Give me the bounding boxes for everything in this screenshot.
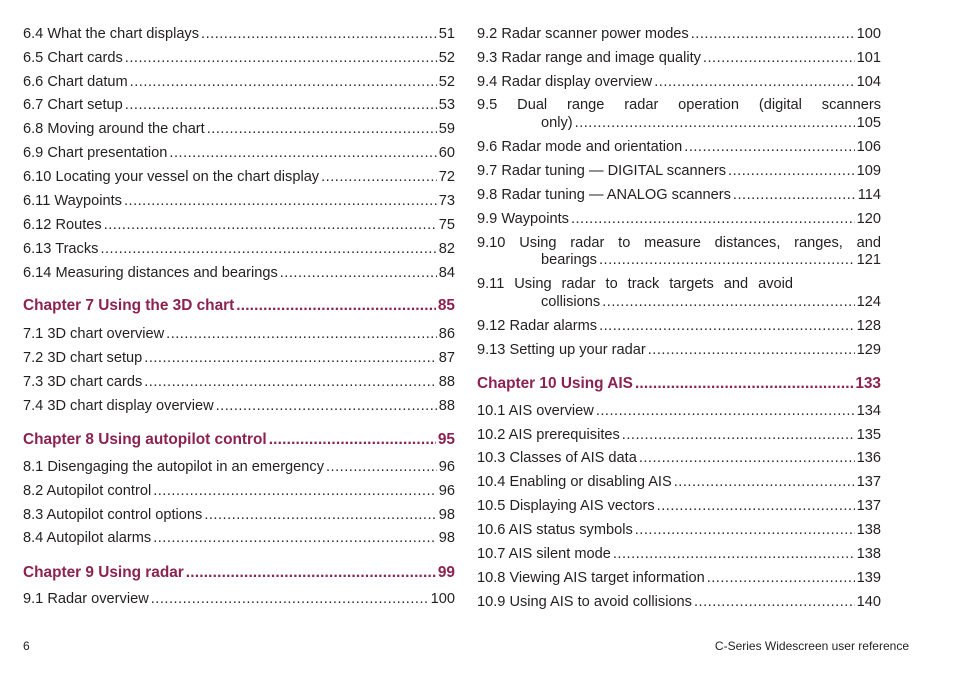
toc-entry[interactable]: 9.8 Radar tuning — ANALOG scanners ..... 114 bbox=[477, 186, 881, 204]
toc-entry-line1[interactable]: 9.10 Using radar to measure distances, ranges, and bbox=[477, 235, 881, 251]
toc-entry[interactable]: 6.12 Routes ..... 75 bbox=[23, 216, 455, 234]
toc-entry-line1[interactable]: 9.5 Dual range radar operation (digital scanners bbox=[477, 97, 881, 113]
toc-entry[interactable]: 9.3 Radar range and image quality ..... 101 bbox=[477, 49, 881, 67]
toc-entry[interactable]: 7.2 3D chart setup ..... 87 bbox=[23, 349, 455, 367]
document-title: C-Series Widescreen user reference bbox=[714, 639, 909, 653]
toc-entry[interactable]: 9.2 Radar scanner power modes ..... 100 bbox=[477, 25, 881, 43]
toc-entry[interactable]: 6.13 Tracks ..... 82 bbox=[23, 240, 455, 258]
toc-entry[interactable]: 9.6 Radar mode and orientation ..... 106 bbox=[477, 138, 881, 156]
toc-entry[interactable]: 9.7 Radar tuning — DIGITAL scanners ..... 109 bbox=[477, 162, 881, 180]
toc-entry[interactable]: 6.8 Moving around the chart ..... 59 bbox=[23, 120, 455, 138]
toc-entry[interactable]: only) ..... 105 bbox=[477, 114, 881, 132]
toc-entry[interactable]: 9.9 Waypoints ..... 120 bbox=[477, 210, 881, 228]
toc-entry[interactable]: collisions ..... 124 bbox=[477, 293, 881, 311]
toc-chapter-heading[interactable]: Chapter 7 Using the 3D chart ..... 85 bbox=[23, 297, 455, 315]
toc-entry[interactable]: 6.10 Locating your vessel on the chart display ..... 72 bbox=[23, 168, 455, 186]
toc-chapter-heading[interactable]: Chapter 8 Using autopilot control ..... 95 bbox=[23, 431, 455, 449]
toc-entry[interactable]: 6.6 Chart datum ..... 52 bbox=[23, 73, 455, 91]
toc-entry[interactable]: 6.9 Chart presentation ..... 60 bbox=[23, 144, 455, 162]
toc-entry[interactable]: 10.4 Enabling or disabling AIS ..... 137 bbox=[477, 473, 881, 491]
toc-entry[interactable]: 6.7 Chart setup ..... 53 bbox=[23, 96, 455, 114]
toc-entry[interactable]: 10.7 AIS silent mode ..... 138 bbox=[477, 545, 881, 563]
toc-entry[interactable]: 8.2 Autopilot control ..... 96 bbox=[23, 482, 455, 500]
toc-entry[interactable]: 10.8 Viewing AIS target information ..... 139 bbox=[477, 569, 881, 587]
toc-entry[interactable]: 8.1 Disengaging the autopilot in an emergency ..... 96 bbox=[23, 458, 455, 476]
toc-entry[interactable]: 10.5 Displaying AIS vectors ..... 137 bbox=[477, 497, 881, 515]
toc-entry[interactable]: 9.13 Setting up your radar ..... 129 bbox=[477, 341, 881, 359]
toc-entry[interactable]: 10.6 AIS status symbols ..... 138 bbox=[477, 521, 881, 539]
toc-entry-line1[interactable]: 9.11 Using radar to track targets and avoid bbox=[477, 276, 793, 292]
toc-entry[interactable]: 8.4 Autopilot alarms ..... 98 bbox=[23, 529, 455, 547]
toc-entry[interactable]: 10.2 AIS prerequisites ..... 135 bbox=[477, 426, 881, 444]
toc-entry[interactable]: 6.4 What the chart displays ..... 51 bbox=[23, 25, 455, 43]
toc-entry[interactable]: 10.1 AIS overview ..... 134 bbox=[477, 402, 881, 420]
toc-chapter-heading[interactable]: Chapter 9 Using radar ..... 99 bbox=[23, 564, 455, 582]
toc-entry[interactable]: 9.1 Radar overview ..... 100 bbox=[23, 590, 455, 608]
toc-entry[interactable]: bearings ..... 121 bbox=[477, 251, 881, 269]
toc-entry[interactable]: 7.4 3D chart display overview ..... 88 bbox=[23, 397, 455, 415]
toc-entry[interactable]: 10.9 Using AIS to avoid collisions ..... 140 bbox=[477, 593, 881, 611]
toc-entry[interactable]: 9.12 Radar alarms ..... 128 bbox=[477, 317, 881, 335]
toc-entry[interactable]: 6.5 Chart cards ..... 52 bbox=[23, 49, 455, 67]
page-number: 6 bbox=[23, 639, 30, 653]
toc-entry[interactable]: 7.1 3D chart overview ..... 86 bbox=[23, 325, 455, 343]
toc-entry[interactable]: 8.3 Autopilot control options ..... 98 bbox=[23, 506, 455, 524]
toc-entry[interactable]: 10.3 Classes of AIS data ..... 136 bbox=[477, 449, 881, 467]
toc-entry[interactable]: 9.4 Radar display overview ..... 104 bbox=[477, 73, 881, 91]
toc-entry[interactable]: 7.3 3D chart cards ..... 88 bbox=[23, 373, 455, 391]
toc-entry[interactable]: 6.11 Waypoints ..... 73 bbox=[23, 192, 455, 210]
toc-chapter-heading[interactable]: Chapter 10 Using AIS ..... 133 bbox=[477, 375, 881, 393]
toc-entry[interactable]: 6.14 Measuring distances and bearings ..... 84 bbox=[23, 264, 455, 282]
